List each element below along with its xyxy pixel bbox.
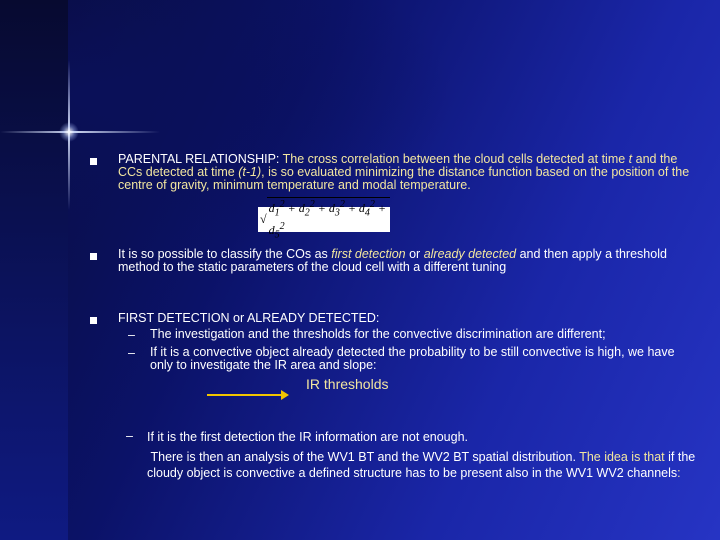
dash-marker: –: [128, 328, 135, 342]
first-detection-line: If it is the first detection the IR information are not enough.: [147, 430, 469, 444]
bullet-classification: [118, 248, 698, 274]
first-detection-term: first detection: [331, 247, 406, 261]
already-detected-term: already detected: [423, 247, 517, 261]
idea-phrase: The idea is that: [579, 450, 665, 464]
classify-text-1: It is so possible to classify the COs as: [118, 247, 332, 261]
square-bullet-icon: [90, 253, 97, 260]
classify-or: or: [405, 247, 424, 261]
detection-title: FIRST DETECTION or ALREADY DETECTED:: [118, 311, 380, 325]
time-t: t: [628, 152, 633, 166]
arrow-head-icon: [281, 390, 289, 400]
left-decor-bar: [0, 0, 68, 540]
trailing-colon: :: [677, 466, 681, 480]
parental-text-2: and the CCs detected at time: [118, 152, 678, 179]
formula-radicand: $d_1^2 + d_2^2 + d_3^2 + d_4^2 + d_5^2$: [267, 197, 390, 243]
ir-thresholds-label: IR thresholds: [306, 376, 389, 392]
parental-text-1: The cross correlation between the cloud cells detected at time: [279, 152, 629, 166]
sub-item-already-detected: If it is a convective object already detected the probability to be still convective is high, we have only to investigate the IR area and slope:: [150, 345, 675, 372]
sub-item-thresholds: The investigation and the thresholds for the convective discrimination are different;: [150, 327, 606, 341]
wv-analysis-text: There is then an analysis of the WV1 BT and the WV2 BT spatial distribution. The idea is that if the cloudy object is convective a defined structure has to be present also in the WV1 WV2 channels:: [147, 450, 696, 480]
square-bullet-icon: [90, 158, 97, 165]
time-t-minus-1: (t-1): [238, 165, 262, 179]
dash-marker: –: [128, 346, 135, 360]
sparkle-horizontal-ray: [0, 131, 160, 133]
dash-marker: –: [126, 429, 133, 443]
arrow-right-icon: [207, 394, 285, 396]
parental-text-3: , is so evaluated minimizing the distance function based on the position of the centre of gravity, minimum temperature and modal temperature.: [118, 165, 690, 192]
parental-label: PARENTAL RELATIONSHIP:: [118, 152, 280, 166]
distance-formula: [258, 198, 390, 241]
square-bullet-icon: [90, 317, 97, 324]
bullet-parental-relationship: [118, 153, 698, 192]
sub-item-first-detection: [147, 429, 697, 481]
sparkle-star-icon: [59, 122, 79, 142]
sqrt-sign: √: [260, 212, 267, 226]
classify-text-2: and then apply a threshold method to the static parameters of the cloud cell with a different tuning: [118, 247, 667, 274]
